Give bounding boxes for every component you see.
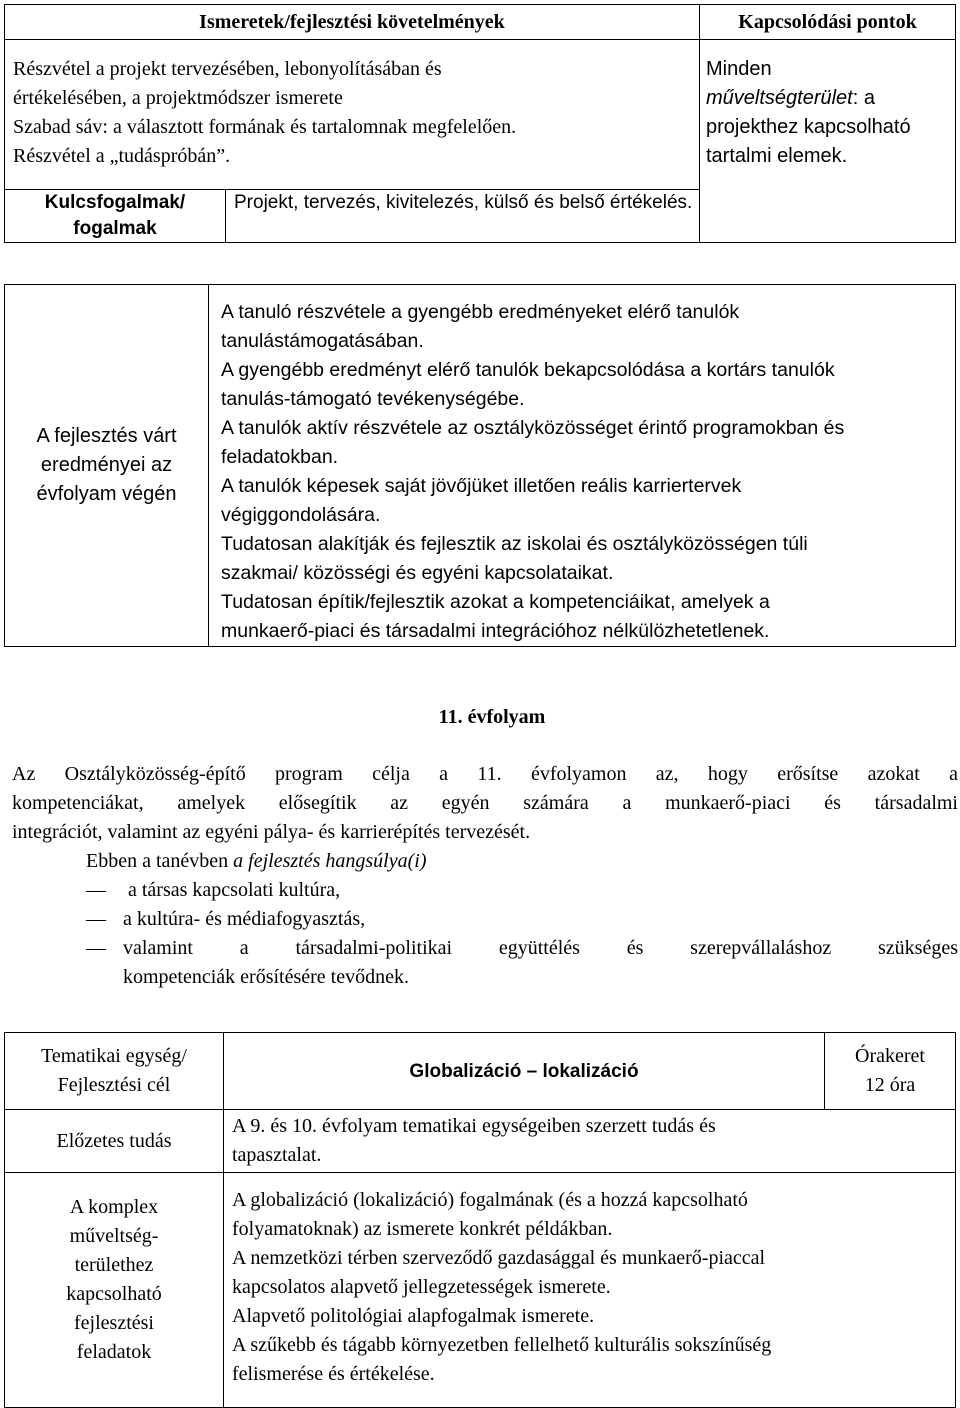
outcome-line: Tudatosan alakítják és fejlesztik az iskolai és osztályközösségen túli <box>221 533 808 555</box>
outcomes-label-cell <box>5 285 209 647</box>
requirement-line: értékelésében, a projektmódszer ismerete <box>13 87 343 109</box>
requirement-line: Részvétel a „tudáspróbán”. <box>13 145 231 167</box>
connection-italic: műveltségterület <box>706 87 853 109</box>
dash-icon: — <box>86 937 106 959</box>
outcome-line: A gyengébb eredményt elérő tanulók bekapcsolódása a kortárs tanulók <box>221 359 835 381</box>
tasks-label: feladatok <box>76 1341 152 1363</box>
outcome-line: feladatokban. <box>221 446 339 468</box>
outcome-line: Tudatosan építik/fejlesztik azokat a kompetenciáikat, amelyek a <box>221 591 770 613</box>
outcome-line: A tanulók képesek saját jövőjüket illetően reális karriertervek <box>221 475 742 497</box>
key-concepts-cell <box>226 190 700 243</box>
tasks-label: kapcsolható <box>66 1283 162 1305</box>
prior-knowledge-line: tapasztalat. <box>232 1144 322 1166</box>
focus-item: valamint a társadalmi-politikai együttélés és szerepvállaláshoz szükséges <box>123 937 958 959</box>
outcomes-label: évfolyam végén <box>36 483 177 505</box>
connection-line: Minden <box>706 58 772 80</box>
requirements-header-cell <box>5 5 700 40</box>
outcomes-cell <box>209 285 956 647</box>
requirements-cell <box>5 40 700 190</box>
focus-prefix: Ebben a tanévben <box>86 850 234 872</box>
outcome-line: munkaerő-piaci és társadalmi integrációhoz nélkülözhetetlenek. <box>221 620 770 642</box>
prior-knowledge-label-cell <box>5 1110 224 1173</box>
requirements-table <box>4 4 956 243</box>
outcome-line: tanulás-támogató tevékenységébe. <box>221 388 525 410</box>
connection-line <box>706 84 955 113</box>
hours-cell <box>825 1033 956 1110</box>
outcomes-label: A fejlesztés várt <box>36 425 177 447</box>
key-concepts-label: fogalmak <box>73 218 157 239</box>
connections-header: Kapcsolódási pontok <box>738 11 917 33</box>
dash-icon: — <box>86 879 106 901</box>
unit-title-cell <box>224 1033 825 1110</box>
tasks-label: A komplex <box>69 1196 159 1218</box>
key-concepts-text: Projekt, tervezés, kivitelezés, külső és belső értékelés. <box>234 192 693 213</box>
focus-italic: a fejlesztés hangsúlya(i) <box>233 850 427 872</box>
task-line: felismerése és értékelése. <box>232 1363 435 1385</box>
outcomes-label: eredményei az <box>40 454 173 476</box>
connection-line: tartalmi elemek. <box>706 145 848 167</box>
task-line: Alapvető politológiai alapfogalmak ismerete. <box>232 1305 595 1327</box>
focus-item: a kultúra- és médiafogyasztás, <box>123 908 366 930</box>
key-concepts-label: Kulcsfogalmak/ <box>44 192 186 213</box>
outcomes-table <box>4 284 956 647</box>
key-concepts-label-cell <box>5 190 226 243</box>
prior-knowledge-label: Előzetes tudás <box>56 1129 172 1152</box>
connection-line-rest: : a <box>852 87 875 109</box>
unit-title: Globalizáció – lokalizáció <box>409 1060 639 1082</box>
dash-icon: — <box>86 908 106 930</box>
task-line: folyamatoknak) az ismerete konkrét példákban. <box>232 1218 613 1240</box>
focus-list <box>0 876 960 996</box>
hours-value: 12 óra <box>864 1074 916 1096</box>
paragraph-line: Az Osztályközösség-építő program célja a 11. évfolyamon az, hogy erősítse azokat a <box>12 763 958 785</box>
paragraph-line: integrációt, valamint az egyéni pálya- és karrierépítés tervezését. <box>12 821 531 843</box>
thematic-unit-table <box>4 1032 956 1408</box>
requirement-line: Szabad sáv: a választott formának és tartalomnak megfelelően. <box>13 116 517 138</box>
outcome-line: A tanuló részvétele a gyengébb eredményeket elérő tanulók <box>221 301 740 323</box>
tasks-label-cell <box>5 1173 224 1408</box>
focus-item-continuation: kompetenciák erősítésére tevődnek. <box>123 966 409 988</box>
focus-line <box>86 847 426 876</box>
task-line: kapcsolatos alapvető jellegzetességek ismerete. <box>232 1276 611 1298</box>
unit-label: Fejlesztési cél <box>57 1074 171 1096</box>
prior-knowledge-line: A 9. és 10. évfolyam tematikai egységeiben szerzett tudás és <box>232 1115 716 1137</box>
program-paragraph <box>12 760 958 847</box>
paragraph-line: kompetenciákat, amelyek elősegítik az egyén számára a munkaerő-piaci és társadalmi <box>12 792 958 814</box>
task-line: A globalizáció (lokalizáció) fogalmának (és a hozzá kapcsolható <box>232 1189 748 1211</box>
task-line: A nemzetközi térben szerveződő gazdasággal és munkaerő-piaccal <box>232 1247 766 1269</box>
outcome-line: A tanulók aktív részvétele az osztályközösséget érintő programokban és <box>221 417 845 439</box>
tasks-label: területhez <box>74 1254 154 1276</box>
connections-header-cell <box>700 5 956 40</box>
outcome-line: tanulástámogatásában. <box>221 330 424 352</box>
tasks-label: műveltség- <box>69 1225 159 1247</box>
outcome-line: végiggondolására. <box>221 504 381 526</box>
requirements-header: Ismeretek/fejlesztési követelmények <box>199 11 505 33</box>
connection-line: projekthez kapcsolható <box>706 116 911 138</box>
task-line: A szűkebb és tágabb környezetben fellelhető kulturális sokszínűség <box>232 1334 772 1356</box>
requirement-line: Részvétel a projekt tervezésében, lebonyolításában és <box>13 58 442 80</box>
tasks-cell <box>224 1173 956 1408</box>
tasks-label: fejlesztési <box>74 1312 154 1334</box>
outcome-line: szakmai/ közösségi és egyéni kapcsolataikat. <box>221 562 614 584</box>
prior-knowledge-cell <box>224 1110 956 1173</box>
focus-item: a társas kapcsolati kultúra, <box>128 879 341 901</box>
unit-label: Tematikai egység/ <box>41 1045 187 1067</box>
grade-heading: 11. évfolyam <box>438 706 546 728</box>
hours-label: Órakeret <box>855 1045 925 1067</box>
unit-label-cell <box>5 1033 224 1110</box>
